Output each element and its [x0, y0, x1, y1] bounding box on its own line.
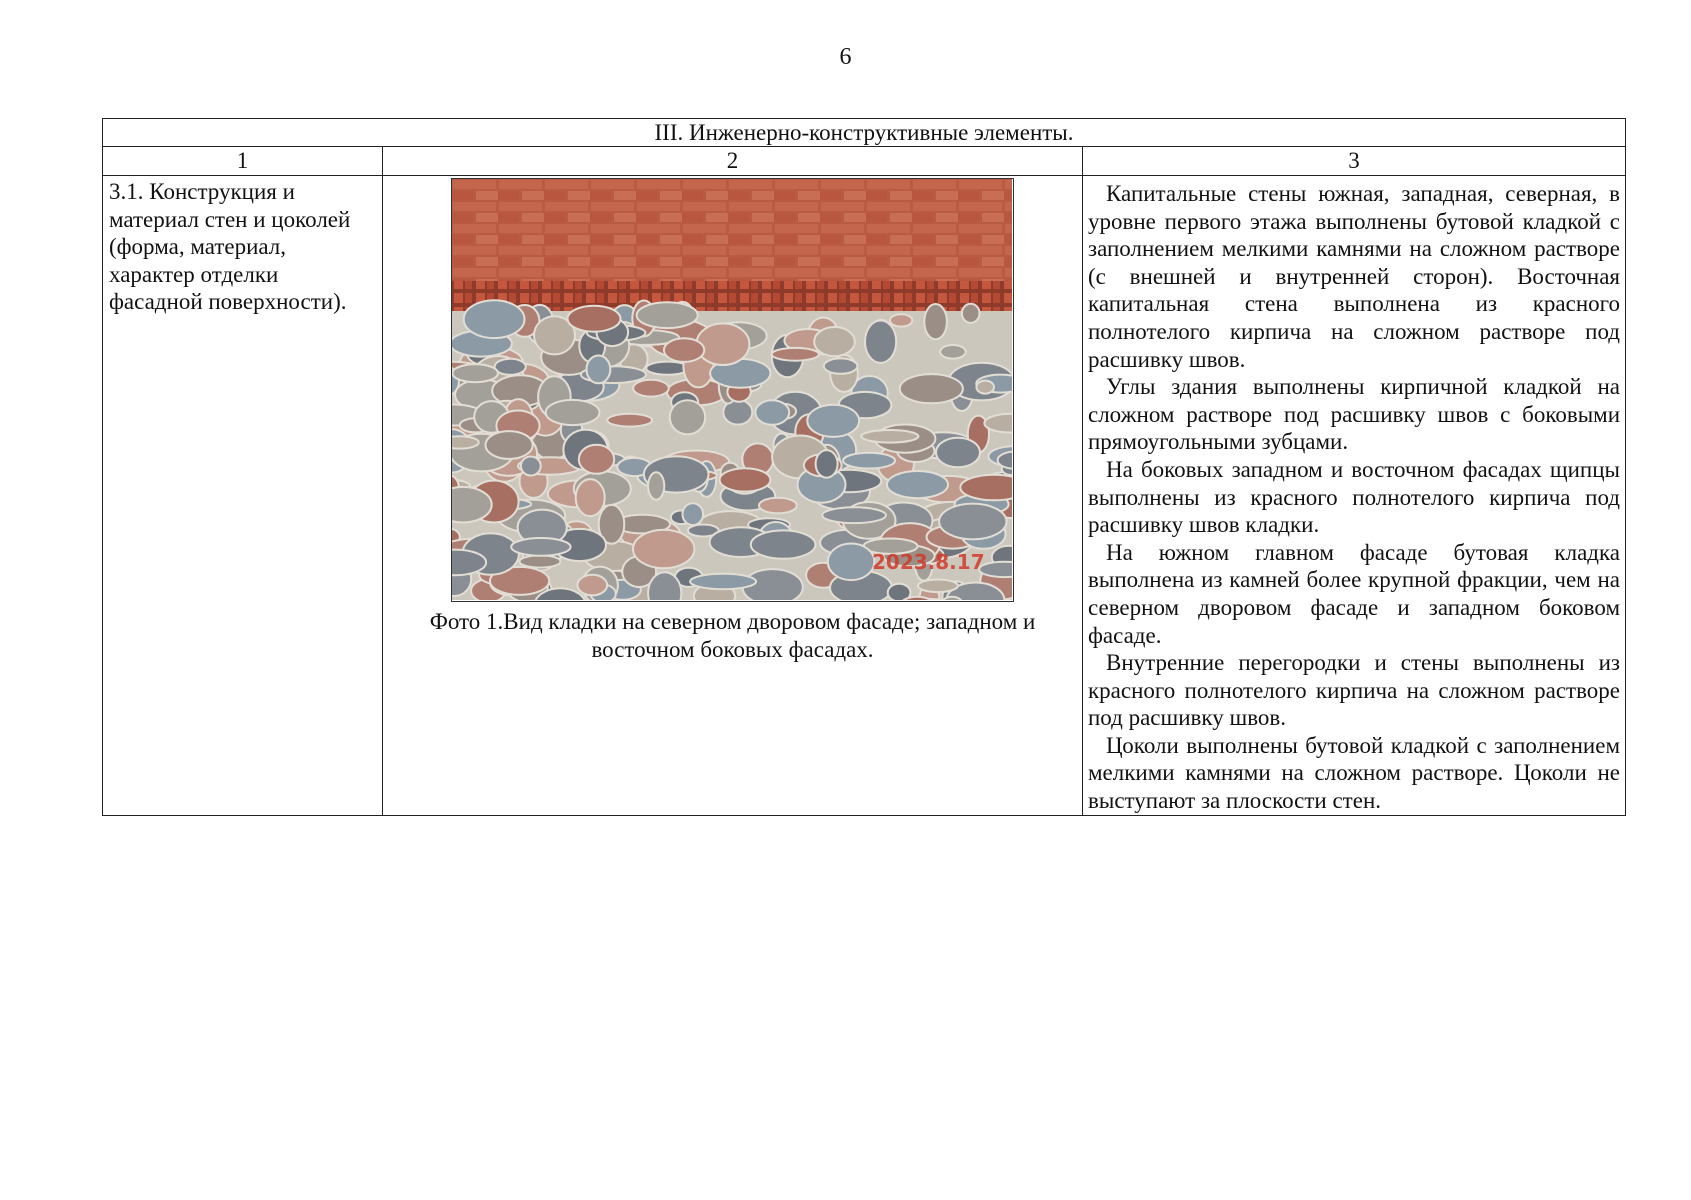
stone-texture: [822, 507, 886, 523]
photo-date-stamp: 2023.8.17: [872, 550, 985, 574]
parameter-cell: 3.1. Конструкция и материал стен и цоколей (форма, материал, характер отделки фасадной поверхности).: [103, 176, 383, 816]
stone-texture: [828, 544, 875, 581]
stone-texture: [865, 321, 896, 363]
stone-texture: [924, 304, 947, 339]
masonry-photo: [451, 178, 1014, 602]
section-title: III. Инженерно-конструктивные элементы.: [103, 119, 1626, 147]
stone-texture: [861, 430, 918, 443]
stone-texture: [578, 575, 608, 596]
stone-texture: [900, 374, 963, 403]
stone-texture: [546, 400, 600, 425]
stone-texture: [918, 580, 958, 593]
stone-texture: [807, 405, 859, 437]
stone-texture: [759, 498, 797, 514]
stone-texture: [890, 314, 912, 326]
stone-texture: [939, 504, 1006, 540]
column-number-1: 1: [103, 147, 383, 176]
stone-texture: [696, 323, 749, 365]
stone-texture: [962, 304, 980, 323]
photo-caption: Фото 1.Вид кладки на северном дворовом фасаде; западном и восточном боковых фасадах.: [429, 609, 1036, 662]
stone-texture: [664, 338, 704, 362]
page-number: 6: [839, 44, 852, 70]
stone-texture: [683, 503, 704, 525]
stone-texture: [495, 359, 526, 375]
description-paragraph: На южном главном фасаде бутовая кладка выполнена из камней более крупной фракции, чем на северном дворовом фасаде и западном боковом фасаде.: [1088, 539, 1621, 648]
stone-texture: [751, 530, 816, 558]
column-number-3: 3: [1083, 147, 1626, 176]
stone-texture: [520, 555, 561, 567]
stone-texture: [720, 468, 771, 491]
description-paragraph: Углы здания выполнены кирпичной кладкой на сложном растворе под расшивку швов с боковыми прямоугольными зубцами.: [1088, 374, 1621, 455]
stone-texture: [814, 327, 855, 356]
stone-texture: [452, 436, 479, 448]
stone-texture: [633, 380, 669, 397]
engineering-elements-table: [102, 118, 1626, 816]
column-number-2: 2: [383, 147, 1083, 176]
description-paragraph: Цоколи выполнены бутовой кладкой с заполнением мелкими камнями на сложном растворе. Цоколи не выступают за плоскости стен.: [1088, 732, 1621, 814]
stone-texture: [607, 414, 652, 427]
stone-texture: [936, 438, 980, 468]
stone-texture: [576, 479, 605, 516]
stone-texture: [824, 358, 858, 373]
stone-texture: [940, 345, 966, 359]
stone-texture: [960, 475, 1012, 501]
stone-texture: [887, 471, 948, 498]
stone-texture: [486, 431, 533, 459]
stone-texture: [511, 538, 570, 556]
stone-texture: [648, 472, 664, 499]
description-cell: [1083, 176, 1626, 816]
description-paragraph: Капитальные стены южная, западная, северная, в уровне первого этажа выполнены бутовой кладкой с заполнением мелкими камнями на сложном растворе (с внешней и внутренней сторон). Восточная капитальная стена выполнена из красного полнотелого кирпича на сложном растворе под расшивку швов.: [1088, 181, 1621, 372]
stone-texture: [452, 364, 498, 382]
stone-texture: [755, 400, 789, 425]
photo-cell: [383, 176, 1083, 816]
description-paragraph: На боковых западном и восточном фасадах щипцы выполнены из красного полнотелого кирпича под расшивку швов кладки.: [1088, 456, 1621, 538]
stone-texture: [976, 381, 994, 394]
stone-texture: [521, 457, 541, 476]
stone-texture: [690, 574, 756, 589]
description-paragraph: Внутренние перегородки и стены выполнены из красного полнотелого кирпича на сложном растворе под расшивку швов.: [1088, 650, 1621, 731]
stone-texture: [633, 530, 694, 568]
stone-texture: [579, 445, 614, 474]
stone-texture: [568, 306, 621, 332]
stone-texture: [772, 348, 819, 361]
stone-texture: [637, 302, 698, 328]
stone-texture: [587, 356, 611, 384]
stone-texture: [816, 450, 838, 478]
stone-texture: [464, 300, 525, 338]
stone-texture: [843, 453, 895, 469]
stone-texture: [670, 400, 705, 434]
